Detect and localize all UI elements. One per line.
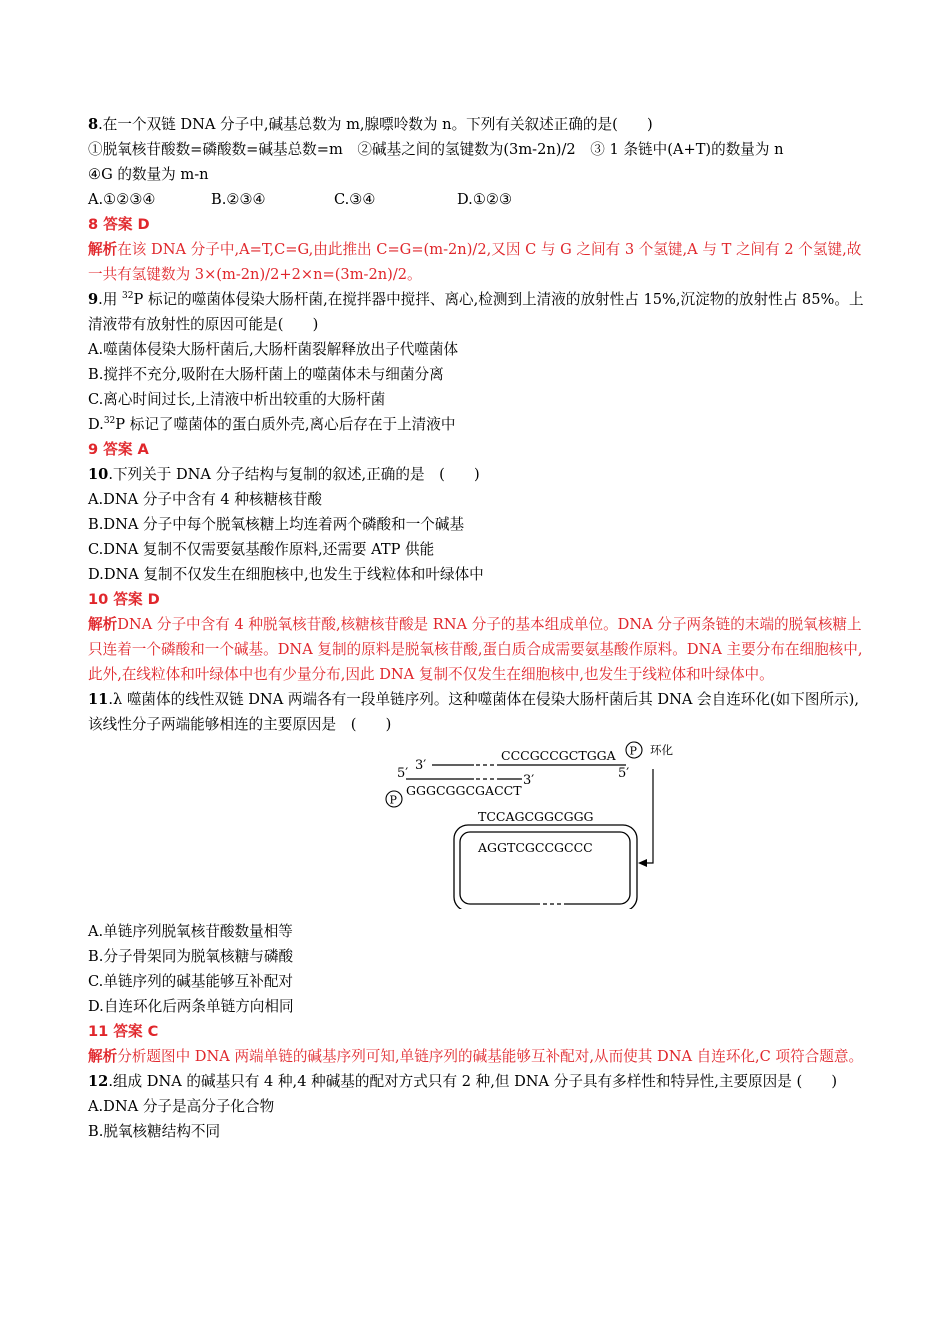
q11-explanation [88,1044,866,1069]
q8-stem [88,112,866,137]
q11-explanation-label: 解析 [88,1048,118,1065]
cyclize-label: 环化 [650,743,673,757]
q10-option-a: A.DNA 分子中含有 4 种核糖核苷酸 [88,491,322,508]
q9-option-d-superscript: 32 [103,416,116,427]
q8-statement-1: ①脱氧核苷酸数=磷酸数=碱基总数=m ②碱基之间的氢键数为(3m-2n)/2 ③ 1 条链中(A+T)的数量为 n [88,141,784,158]
q10-stem [88,462,866,487]
label-3prime-bottom: 3′ [523,773,535,788]
q10-explanation-label: 解析 [88,616,118,633]
q9-option-d-text: P 标记了噬菌体的蛋白质外壳,离心后存在于上清液中 [115,416,456,433]
label-3prime-top: 3′ [415,758,427,773]
q10-text: .下列关于 DNA 分子结构与复制的叙述,正确的是 ( ) [108,466,480,483]
q11-option-d: D.自连环化后两条单链方向相同 [88,998,294,1015]
dna-diagram [298,739,678,909]
q9-option-d [88,412,866,437]
q8-option-d: D.①②③ [457,191,513,208]
ring-top-sequence: TCCAGCGGCGGG [478,809,594,824]
bottom-single-strand-sequence: GGGCGGCGACCT [406,783,522,798]
label-5prime-top: 5′ [618,766,630,781]
q11-answer: 11 答案 C [88,1023,159,1040]
top-single-strand-sequence: CCCGCCGCTGGA [501,748,616,763]
phosphate-label-bottom: P [389,793,397,807]
q8-explanation-label: 解析 [88,241,118,258]
dna-cyclization-figure [88,739,866,915]
q8-answer: 8 答案 D [88,216,150,233]
q10-answer: 10 答案 D [88,591,160,608]
q9-option-a: A.噬菌体侵染大肠杆菌后,大肠杆菌裂解释放出子代噬菌体 [88,341,459,358]
q11-stem [88,687,866,737]
q8-text: .在一个双链 DNA 分子中,碱基总数为 m,腺嘌呤数为 n。下列有关叙述正确的是( ) [98,116,653,133]
document-page [88,112,866,1144]
q11-option-c: C.单链序列的碱基能够互补配对 [88,973,294,990]
q8-explanation [88,237,866,287]
q10-option-d: D.DNA 复制不仅发生在细胞核中,也发生于线粒体和叶绿体中 [88,566,484,583]
q12-option-a: A.DNA 分子是高分子化合物 [88,1098,275,1115]
q8-statement-2: ④G 的数量为 m-n [88,166,209,183]
q8-options [88,187,866,212]
q9-superscript: 32 [122,291,134,302]
q9-stem [88,287,866,337]
ring-outer-strand [454,825,637,909]
q9-answer: 9 答案 A [88,441,149,458]
q9-text: P 标记的噬菌体侵染大肠杆菌,在搅拌器中搅拌、离心,检测到上清液的放射性占 15%,沉淀物的放射性占 85%。上清液带有放射性的原因可能是( ) [88,291,864,333]
q9-number: 9 [88,291,99,308]
q8-option-a: A.①②③④ [88,191,156,208]
q12-option-b: B.脱氧核糖结构不同 [88,1123,221,1140]
q11-option-a: A.单链序列脱氧核苷酸数量相等 [88,923,293,940]
q11-option-b: B.分子骨架同为脱氧核糖与磷酸 [88,948,294,965]
q9-option-b: B.搅拌不充分,吸附在大肠杆菌上的噬菌体未与细菌分离 [88,366,444,383]
q10-option-c: C.DNA 复制不仅需要氨基酸作原料,还需要 ATP 供能 [88,541,435,558]
q11-number: 11 [88,691,109,708]
q12-stem [88,1069,866,1094]
q10-explanation-text: DNA 分子中含有 4 种脱氧核苷酸,核糖核苷酸是 RNA 分子的基本组成单位。DNA 分子两条链的末端的脱氧核糖上只连着一个磷酸和一个碱基。DNA 复制的原料是脱氧核苷酸,蛋白质合成需要氨基酸作原料。DNA 主要分布在细胞核中,此外,在线粒体和叶绿体中也有少量分布,因此 DNA 复制不仅发生在细胞核中,也发生于线粒体和叶绿体中。 [88,616,863,683]
phosphate-label-top: P [629,744,637,758]
q8-explanation-text: 在该 DNA 分子中,A=T,C=G,由此推出 C=G=(m-2n)/2,又因 C 与 G 之间有 3 个氢键,A 与 T 之间有 2 个氢键,故一共有氢键数为 3×(m-2n)/2+2×n=(3m-2n)/2。 [88,241,862,283]
q8-number: 8 [88,116,99,133]
q11-text: .λ 噬菌体的线性双链 DNA 两端各有一段单链序列。这种噬菌体在侵染大肠杆菌后其 DNA 会自连环化(如下图所示),该线性分子两端能够相连的主要原因是 ( ) [88,691,859,733]
q12-number: 12 [88,1073,109,1090]
ring-bottom-sequence: AGGTCGCCGCCC [478,840,593,855]
q10-option-b: B.DNA 分子中每个脱氧核糖上均连着两个磷酸和一个碱基 [88,516,465,533]
q9-text-pre: .用 [98,291,123,308]
q8-option-c: C.③④ [334,191,376,208]
q12-text: .组成 DNA 的碱基只有 4 种,4 种碱基的配对方式只有 2 种,但 DNA 分子具有多样性和特异性,主要原因是 ( ) [108,1073,838,1090]
q10-number: 10 [88,466,109,483]
q11-explanation-text: 分析题图中 DNA 两端单链的碱基序列可知,单链序列的碱基能够互补配对,从而使其 DNA 自连环化,C 项符合题意。 [117,1048,864,1065]
q8-option-b: B.②③④ [211,191,266,208]
q10-explanation [88,612,866,687]
q9-option-d-pre: D. [88,416,104,433]
label-5prime-bottom: 5′ [397,766,409,781]
q9-option-c: C.离心时间过长,上清液中析出较重的大肠杆菌 [88,391,386,408]
